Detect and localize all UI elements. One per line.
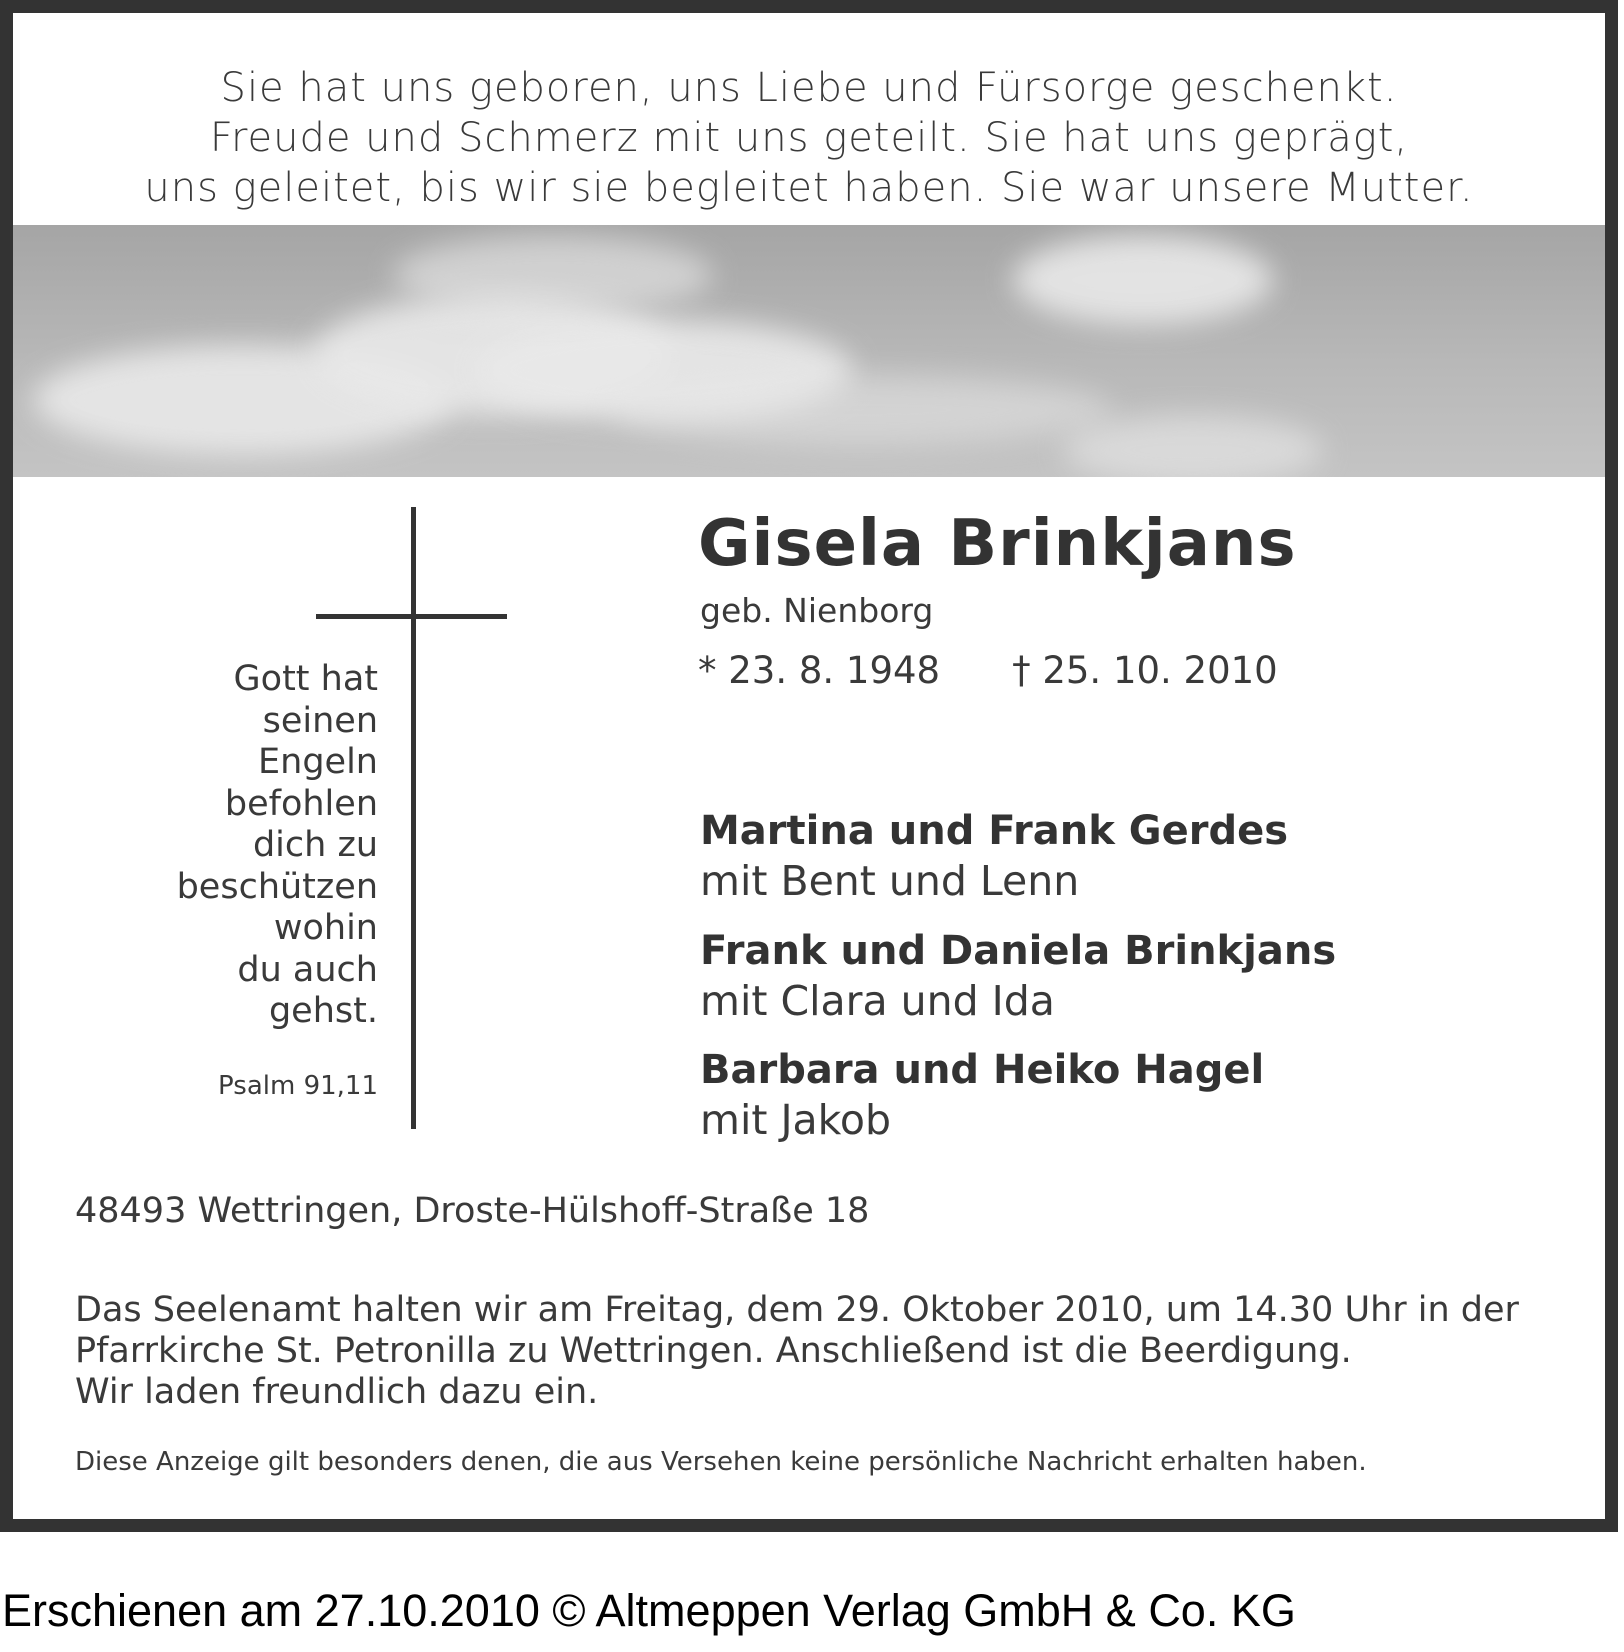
family-children: mit Bent und Lenn [700, 857, 1080, 905]
service-line: Das Seelenamt halten wir am Freitag, dem 29. Oktober 2010, um 14.30 Uhr in der [75, 1290, 1519, 1330]
service-line: Wir laden freundlich dazu ein. [75, 1372, 599, 1412]
family-children: mit Jakob [700, 1096, 892, 1144]
service-info [75, 1290, 1575, 1413]
family-names: Frank und Daniela Brinkjans [700, 928, 1337, 974]
psalm-line: seinen [262, 700, 378, 741]
family-entry [700, 926, 1336, 1026]
publication-footer: Erschienen am 27.10.2010 © Altmeppen Verlag GmbH & Co. KG [2, 1585, 1296, 1636]
psalm-quote [133, 659, 378, 1033]
family-names: Martina und Frank Gerdes [700, 808, 1289, 854]
psalm-line: du auch [237, 949, 378, 990]
birth-date: * 23. 8. 1948 [698, 649, 941, 692]
address: 48493 Wettringen, Droste-Hülshoff-Straße 18 [75, 1191, 870, 1231]
psalm-reference: Psalm 91,11 [218, 1071, 378, 1101]
cross-icon-bar [316, 614, 507, 619]
cloud-sky-image [13, 225, 1605, 477]
poem-line: Sie hat uns geboren, uns Liebe und Fürsorge geschenkt. [220, 65, 1398, 111]
service-line: Pfarrkirche St. Petronilla zu Wettringen. Anschließend ist die Beerdigung. [75, 1331, 1352, 1371]
psalm-line: dich zu [252, 825, 378, 865]
poem [13, 63, 1605, 213]
psalm-line: beschützen [176, 866, 378, 907]
psalm-line: gehst. [268, 991, 378, 1031]
poem-line: uns geleitet, bis wir sie begleitet haben. Sie war unsere Mutter. [144, 165, 1474, 211]
psalm-line: befohlen [224, 783, 378, 824]
deceased-name: Gisela Brinkjans [698, 507, 1297, 581]
death-date: † 25. 10. 2010 [1012, 649, 1278, 692]
psalm-line: Gott hat [233, 659, 378, 699]
psalm-line: Engeln [258, 742, 378, 782]
family-entry [700, 806, 1288, 906]
life-dates [698, 649, 1278, 692]
cross-icon [411, 507, 416, 1129]
maiden-name: geb. Nienborg [700, 591, 934, 630]
family-children: mit Clara und Ida [700, 977, 1055, 1025]
family-entry [700, 1045, 1264, 1145]
notice: Diese Anzeige gilt besonders denen, die aus Versehen keine persönliche Nachricht erhalten haben. [75, 1447, 1367, 1477]
family-names: Barbara und Heiko Hagel [700, 1047, 1265, 1093]
psalm-line: wohin [273, 908, 378, 948]
poem-line: Freude und Schmerz mit uns geteilt. Sie hat uns geprägt, [209, 115, 1409, 161]
